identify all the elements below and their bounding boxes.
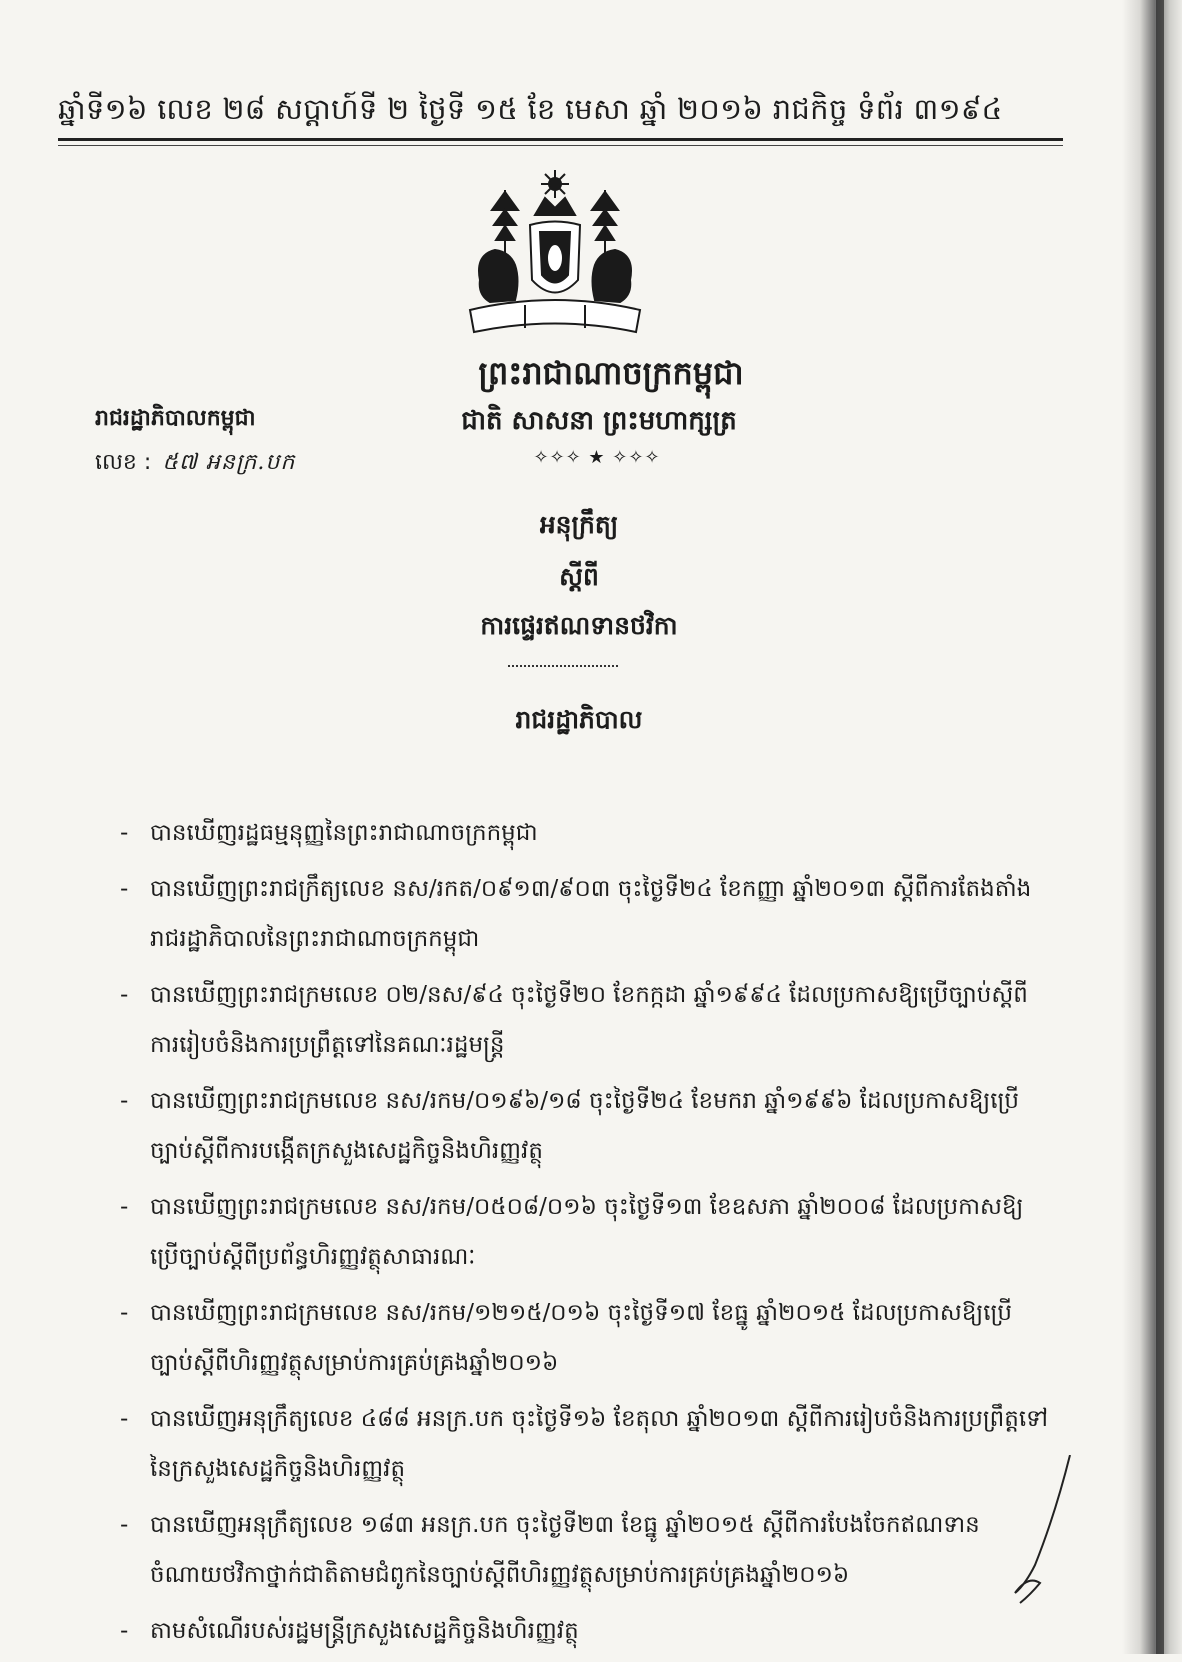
national-motto: ជាតិ សាសនា ព្រះមហាក្សត្រ — [461, 406, 737, 436]
binding-spine — [1156, 0, 1164, 1654]
reference-number: ៥៧ អនក្រ.បក — [162, 450, 296, 475]
title-divider — [508, 665, 618, 668]
government-name: រាជរដ្ឋាភិបាលកម្ពុជា — [95, 406, 256, 431]
preamble-list — [120, 808, 1050, 1662]
list-item: - បានឃើញព្រះរាជក្រមលេខ នស/រកម/០១៩៦/១៨ ចុះថ្ងៃទី២៤ ខែមករា ឆ្នាំ១៩៩៦ ដែលប្រកាសឱ្យប្រើច្បាប់ស្តីពីការបង្កើតក្រសួងសេដ្ឋកិច្ចនិងហិរញ្ញវត្ថុ — [120, 1076, 1050, 1176]
list-item: - បានឃើញព្រះរាជក្រមលេខ នស/រកម/១២១៥/០១៦ ចុះថ្ងៃទី១៧ ខែធ្នូ ឆ្នាំ២០១៥ ដែលប្រកាសឱ្យប្រើច្បាប់ស្តីពីហិរញ្ញវត្ថុសម្រាប់ការគ្រប់គ្រងឆ្នាំ២០១៦ — [120, 1288, 1050, 1388]
signature-mark — [1000, 1455, 1080, 1605]
list-item: - តាមសំណើរបស់រដ្ឋមន្ត្រីក្រសួងសេដ្ឋកិច្ចនិងហិរញ្ញវត្ថុ — [120, 1606, 1050, 1656]
list-item: - បានឃើញព្រះរាជក្រមលេខ ០២/នស/៩៤ ចុះថ្ងៃទី២០ ខែកក្កដា ឆ្នាំ១៩៩៤ ដែលប្រកាសឱ្យប្រើច្បាប់ស្តីពីការរៀបចំនិងការប្រព្រឹត្តទៅនៃគណៈរដ្ឋមន្ត្រី — [120, 970, 1050, 1070]
document-subject: ការផ្ទេរឥណទានថវិកា — [480, 611, 678, 640]
list-item: - បានឃើញអនុក្រឹត្យលេខ ១៨៣ អនក្រ.បក ចុះថ្ងៃទី២៣ ខែធ្នូ ឆ្នាំ២០១៥ ស្តីពីការបែងចែកឥណទានចំណាយថវិកាថ្នាក់ជាតិតាមជំពូកនៃច្បាប់ស្តីពីហិរញ្ញវត្ថុសម្រាប់ការគ្រប់គ្រងឆ្នាំ២០១៦ — [120, 1500, 1050, 1600]
about-label: ស្តីពី — [559, 562, 599, 591]
header-rule-thin — [58, 145, 1063, 146]
issuer: រាជរដ្ឋាភិបាល — [515, 705, 643, 734]
scan-edge — [1122, 0, 1182, 1654]
list-item: - បានឃើញអនុក្រឹត្យលេខ ៤៨៨ អនក្រ.បក ចុះថ្ងៃទី១៦ ខែតុលា ឆ្នាំ២០១៣ ស្តីពីការរៀបចំនិងការប្រព្រឹត្តទៅនៃក្រសួងសេដ្ឋកិច្ចនិងហិរញ្ញវត្ថុ — [120, 1394, 1050, 1494]
ornament-divider: ✧✧✧ ★ ✧✧✧ — [533, 447, 661, 468]
reference-label: លេខ : — [95, 450, 152, 475]
header-rule — [58, 138, 1063, 141]
document-type: អនុក្រឹត្យ — [539, 510, 619, 539]
gazette-header: ឆ្នាំទី១៦ លេខ ២៨ សប្តាហ៍ទី ២ ថ្ងៃទី ១៥ ខែ មេសា ឆ្នាំ ២០១៦ រាជកិច្ច ទំព័រ ៣១៩៤ — [58, 92, 1003, 126]
list-item: - បានឃើញព្រះរាជក្រមលេខ នស/រកម/០៥០៨/០១៦ ចុះថ្ងៃទី១៣ ខែឧសភា ឆ្នាំ២០០៨ ដែលប្រកាសឱ្យប្រើច្បាប់ស្តីពីប្រព័ន្ធហិរញ្ញវត្ថុសាធារណៈ — [120, 1182, 1050, 1282]
list-item: - បានឃើញព្រះរាជក្រឹត្យលេខ នស/រកត/០៩១៣/៩០៣ ចុះថ្ងៃទី២៤ ខែកញ្ញា ឆ្នាំ២០១៣ ស្តីពីការតែងតាំងរាជរដ្ឋាភិបាលនៃព្រះរាជាណាចក្រកម្ពុជា — [120, 864, 1050, 964]
list-item: - បានឃើញរដ្ឋធម្មនុញ្ញនៃព្រះរាជាណាចក្រកម្ពុជា — [120, 808, 1050, 858]
reference-line — [95, 448, 295, 480]
coat-of-arms-icon — [460, 170, 650, 352]
kingdom-title: ព្រះរាជាណាចក្រកម្ពុជា — [478, 354, 744, 392]
